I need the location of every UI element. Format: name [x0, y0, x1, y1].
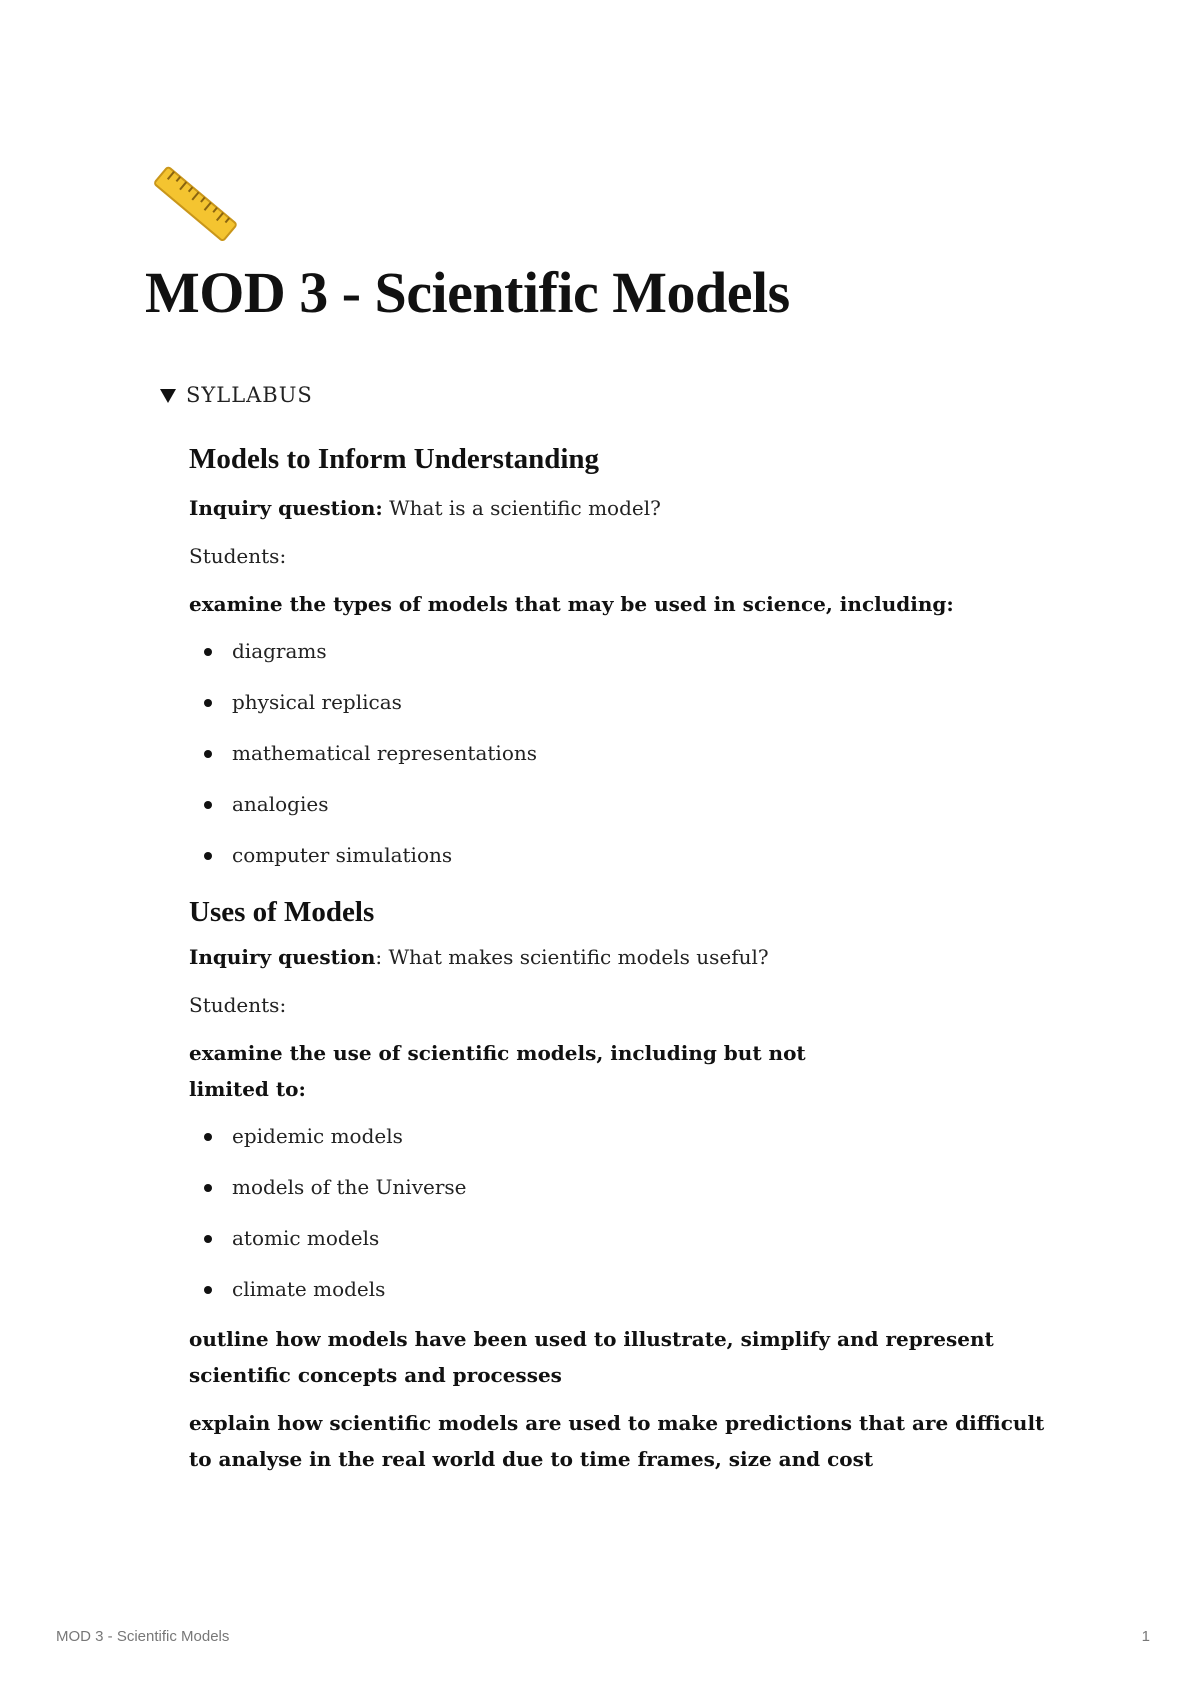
list-item: analogies	[189, 779, 1049, 830]
inquiry-question	[189, 490, 1049, 526]
list-item: climate models	[189, 1264, 1049, 1315]
inquiry-label: Inquiry question	[189, 945, 376, 969]
outline-text: outline how models have been used to illustrate, simplify and represent scientific concepts and processes	[189, 1327, 994, 1387]
explain-text: explain how scientific models are used to make predictions that are difficult to analyse in the real world due to time frames, size and cost	[189, 1411, 1045, 1471]
instruction-line: limited to:	[189, 1077, 306, 1101]
section-heading: Models to Inform Understanding	[189, 443, 600, 475]
footer-title: MOD 3 - Scientific Models	[56, 1628, 230, 1645]
students-label: Students:	[189, 544, 287, 568]
instruction-line: examine the use of scientific models, including but not	[189, 1041, 806, 1065]
page-number: 1	[1141, 1628, 1150, 1645]
instruction-text	[189, 1035, 1049, 1107]
list-item: models of the Universe	[189, 1162, 1049, 1213]
ruler-icon	[150, 160, 238, 248]
list-item: computer simulations	[189, 830, 1049, 881]
syllabus-toggle[interactable]	[160, 383, 313, 407]
list-item: atomic models	[189, 1213, 1049, 1264]
list-item: diagrams	[189, 626, 1049, 677]
list-item: epidemic models	[189, 1111, 1049, 1162]
page-title: MOD 3 - Scientific Models	[145, 260, 790, 325]
model-types-list	[189, 626, 1049, 881]
syllabus-content	[189, 440, 1049, 1477]
inquiry-question	[189, 939, 1049, 975]
section-heading: Uses of Models	[189, 896, 375, 928]
inquiry-label: Inquiry question:	[189, 496, 383, 520]
students-label: Students:	[189, 993, 287, 1017]
model-uses-list	[189, 1111, 1049, 1315]
inquiry-text: : What makes scientific models useful?	[375, 945, 769, 969]
list-item: physical replicas	[189, 677, 1049, 728]
inquiry-text: What is a scientific model?	[382, 496, 661, 520]
list-item: mathematical representations	[189, 728, 1049, 779]
instruction-text: examine the types of models that may be used in science, including:	[189, 592, 954, 616]
triangle-down-icon[interactable]	[160, 389, 176, 403]
toggle-label: SYLLABUS	[186, 383, 313, 407]
